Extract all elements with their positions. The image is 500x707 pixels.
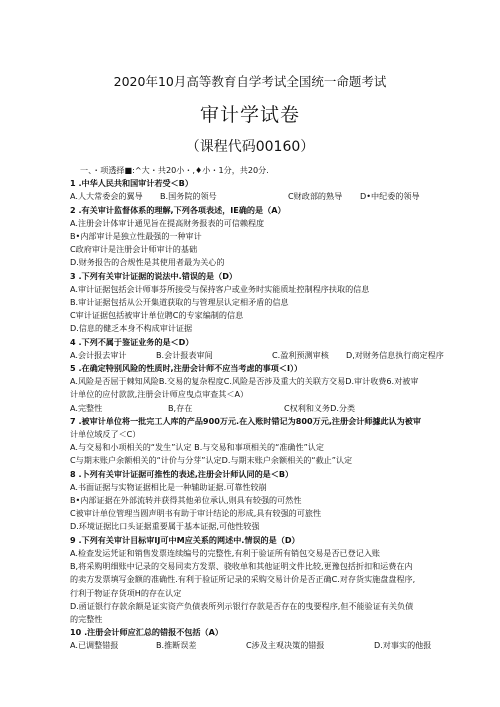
question-3-option-d: D.信息的健乏本身不构成审计证据 (70, 323, 193, 334)
question-7-stem: 7 .被审计单位将一批完工人库的产品900万元.在入账时错记为800万元,注册会计师據此认为被审 (70, 415, 421, 426)
question-9-option-b-continued: 的卖方发票填写金额的准确性.有利于验证所记录的采购交易计价是否正确C.对存货实施盘盘程序, (70, 574, 416, 585)
question-10-option-c: C涉及主观决策的错报 (246, 640, 325, 651)
question-8-option-d: D.环境证据比口头证据重要属于基本证据,可他性较强 (70, 521, 260, 532)
question-7-options-ab: A.与交易和小项相关的“发生”认定 B.与交易和事项相关的“准确性”认定 (70, 442, 324, 453)
question-6-options (70, 402, 470, 415)
course-code: （课程代码00160） (185, 139, 315, 155)
question-10-option-b: B.推断误差 (156, 640, 197, 651)
question-1-options (70, 190, 470, 203)
question-8-stem: 8 .卜列有关审计证据可推性的表述,注册会计师认同的是＜B） (70, 468, 294, 479)
question-1-stem: 1 .中华人民共和国审计若受＜B） (70, 178, 193, 189)
question-2-option-d: D.财务报告的合规性是其使用者最为关心的 (70, 257, 225, 268)
question-5-options-line: A.风险是否屈于棘知风险B.交易的复杂程度C.风险是否涉及重大的关联方交易D.审计收费6.对被审 (70, 376, 419, 387)
question-8-option-b: B•内部证据在外部流转并获得其他弟位承认,则具有较强的可然性 (70, 495, 302, 506)
question-6-option-b: B,存在 (168, 402, 193, 413)
question-7-options-cd: C与期末账户余额相关的“计价与分芽”认定D.与期末账户余额相关的“截止”认定 (70, 455, 353, 466)
question-10-stem: 10 .注册会计师应汇总的错报不包括（A） (70, 627, 223, 638)
question-2-stem: 2 .有关审计监督体系的理解,下列各项表述，IE确的是（A） (70, 204, 286, 215)
exam-header-title: 2020年10月高等教育自学考试全国统一命题考试 (113, 74, 387, 89)
question-10-option-a: A.已调整错报 (70, 640, 119, 651)
question-4-option-a: A.会计报去审计 (70, 349, 127, 360)
question-9-option-b: B,将采购明细账中记录的交易同卖方发票、骁收单和其他证明文件比较,更豫包括折扣和运费在内 (70, 561, 413, 572)
question-9-option-d-continued: 的完整性 (70, 613, 103, 624)
question-1-option-c: C财政部的熟导 (288, 191, 343, 202)
question-3-option-c: C审计证据包括被审计单位聘C的专家编制的信息 (70, 310, 244, 321)
question-9-stem: 9 .下列有关审计目标审IJ可中M应关系的网述中.情误的是（D） (70, 534, 300, 545)
question-9-option-d: D.函证银行存款余额是证实资产负债表所列示银行存款是否存在的曳要程序,但不能验证有关负债 (70, 600, 414, 611)
question-6-option-a: A.完整性 (70, 402, 103, 413)
question-6-option-cd: C权利和义务D.分类 (284, 402, 356, 413)
question-6-stem-continued: 计单位的应付款款,注册会计师应曳点审查其＜A） (70, 389, 249, 400)
question-8-option-c: C被审计单位管理当圆声明书有助于审计结论的形成,具有较强的可旅性 (70, 508, 322, 519)
question-4-option-d: D,对财务信息执行商定程序 (346, 349, 444, 360)
question-4-stem: 4 .下列不属于鉴证业务的是＜D） (70, 336, 194, 347)
question-4-option-b: B.会计报表审间 (156, 349, 213, 360)
paper-title: 审计学试卷 (199, 104, 300, 126)
question-4-option-c: C.盈利预测审核 (272, 349, 329, 360)
question-2-option-c: C政府审计是注册会计师审计的基础 (70, 244, 198, 255)
question-1-option-b: B.国务院的领号 (160, 191, 217, 202)
question-3-option-b: B.审计证据包括从公开集道获取的与管理层认定相矛盾的信息 (70, 297, 289, 308)
question-3-stem: 3 .下列有关审计证据的说法中.错误的是（D） (70, 270, 238, 281)
question-3-option-a: A.审计证据包括会计师事芬所接受与保持客户或业务时实能质址控制程序扶取的信息 (70, 283, 370, 294)
question-7-stem-continued: 计单位域反了＜C） (70, 429, 141, 440)
question-4-options (70, 349, 470, 362)
question-1-option-d: D•中纪委的领导 (360, 191, 420, 202)
question-1-option-a: A.人大常委会的翼导 (70, 191, 143, 202)
exam-content (70, 164, 470, 653)
question-10-option-d: D.对事实的他报 (374, 640, 432, 651)
question-9-option-a: A.检查发运凭证和销售发票连续编号的完整性,有利于验证所有销包交易是否已登记入账 (70, 547, 381, 558)
question-2-option-a: A.注册会计体审计通见旨在提高财务报表的可信赖程度 (70, 217, 265, 228)
question-9-option-c-continued: 行利于物证存货项H的存在认定 (70, 587, 182, 598)
question-2-option-b: B•内部审计是独立性最强的一种审计 (70, 231, 202, 242)
question-5-stem: 5 .在确定特别风险的性质时,注册会计师不应当考虑的事项＜I）） (70, 363, 303, 374)
question-10-options (70, 639, 470, 652)
question-8-option-a: A.书面证据与实物证据相比是一种辅助证据.可靠性较崩 (70, 481, 267, 492)
section-title: 一、・项透择■:^大・共20小・,♦小・1分，共20分. (80, 165, 269, 175)
